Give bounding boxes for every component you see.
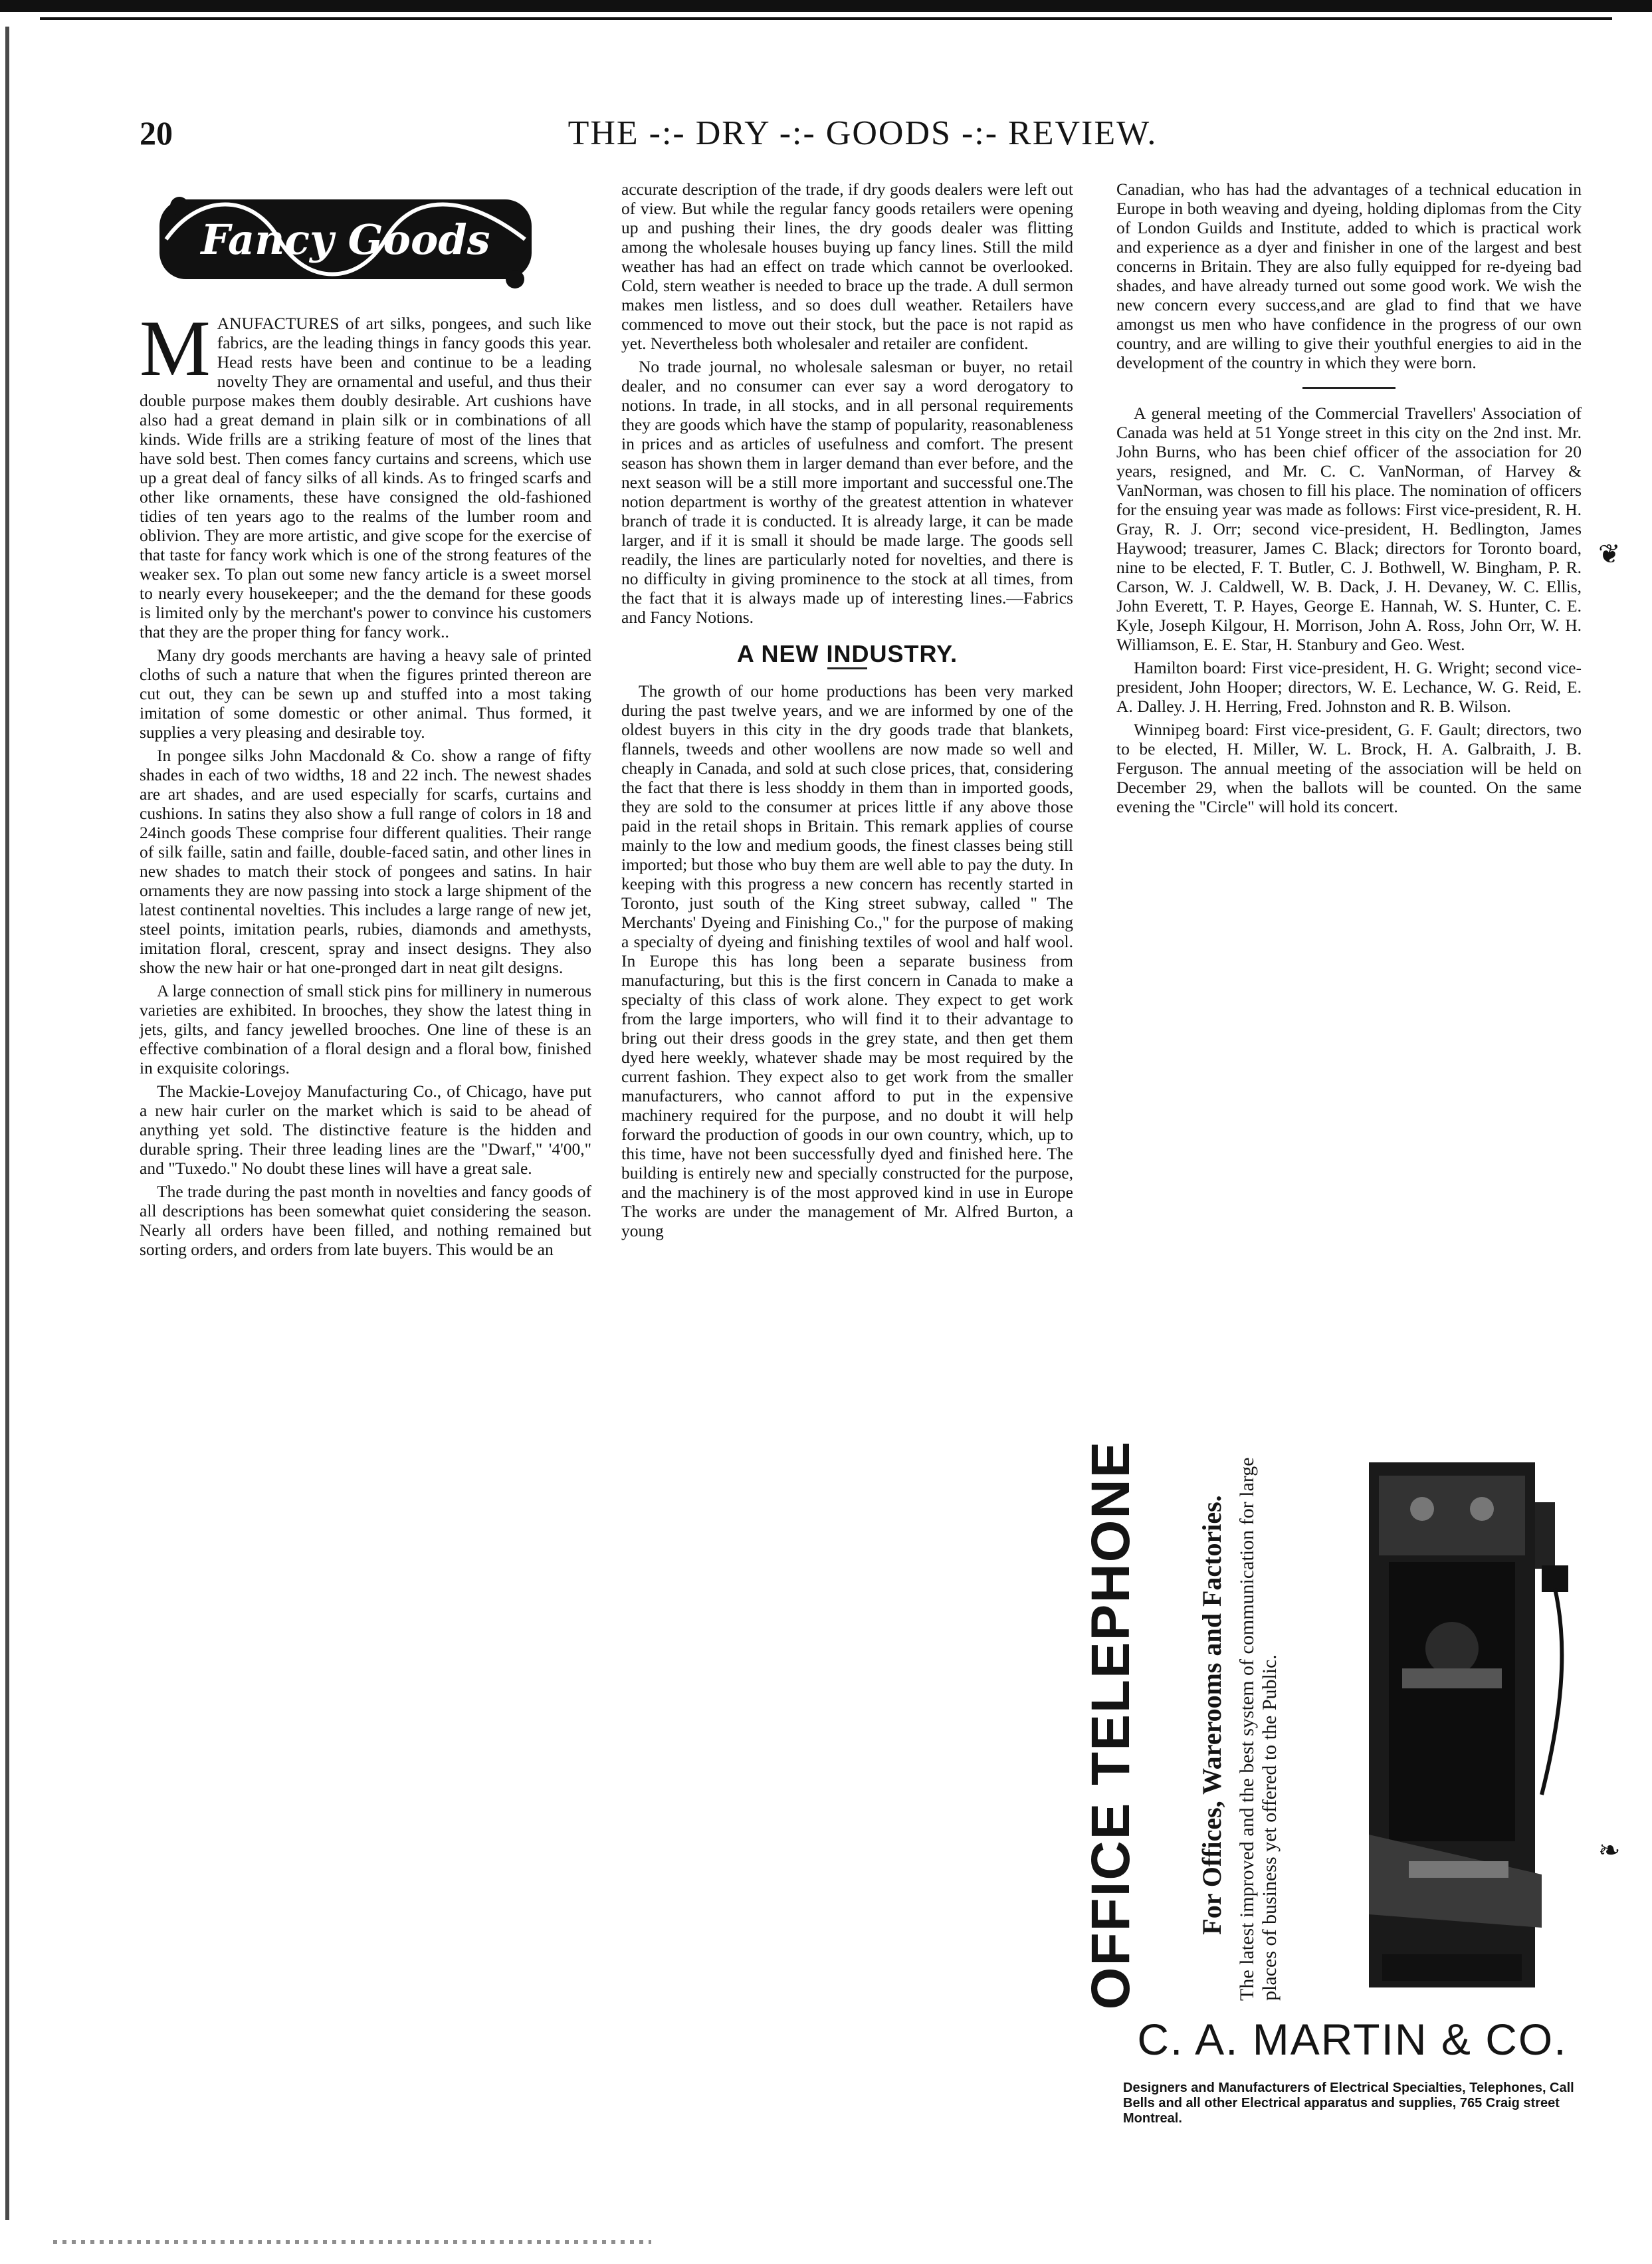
ad-company: C. A. MARTIN & CO. xyxy=(1137,2015,1568,2064)
binding-edge xyxy=(5,27,9,2220)
ad-description: The latest improved and the best system of communication for large places of business yet offered to the Public. xyxy=(1236,1457,1281,2001)
section-logo-text: Fancy Goods xyxy=(201,215,490,264)
top-border xyxy=(0,0,1652,12)
ad-footer: Designers and Manufacturers of Electrical Specialties, Telephones, Call Bells and all other Electrical apparatus and supplies, 765 Craig street Montreal. xyxy=(1123,2081,1574,2126)
paragraph: No trade journal, no wholesale salesman or buyer, no retail dealer, and no consumer can ever say a word derogatory to notions. In trade, in all stocks, and in all personal requirements they are goods which have the stamp of popularity, reasonableness in prices and as articles of usefulness and comfort. The present season has shown them in larger demand than ever before, and the next season will be a still more important and successful one.The notion department is worthy of the greatest attention in whatever branch of trade it is conducted. It is already large, it can be made larger, and if it is small it should be made large. The goods sell readily, the lines are particularly noted for novelties, and there is no difficulty in giving prominence to the stock at all times, from the fact that it is always made up of interesting lines.—Fabrics and Fancy Notions. xyxy=(621,357,1073,627)
paragraph: MANUFACTURES of art silks, pongees, and such like fabrics, are the leading things in fancy goods this year. Head rests have been and continue to be a leading novelty They are ornamental and useful, and thus their double purpose makes them doubly desirable. Art cushions have also had a great demand in plain silk or in combinations of all kinds. Wide frills are a striking feature of most of the lines that have sold best. Then comes fancy curtains and screens, which use up a great deal of fancy silks of all kinds. As to fringed scarfs and other like ornaments, these have consigned the old-fashioned tidies of ten years ago to the realms of the lumber room and oblivion. They are more artistic, and give scope for the exercise of that taste for fancy work which is one of the strong features of the weaker sex. To plan out some new fancy article is a sweet morsel to nearly every housekeeper; and the the demand for these goods is limited only by the merchant's power to convince his customers that they are the proper thing for fancy work.. xyxy=(140,304,591,641)
wall-telephone-icon xyxy=(1342,1449,1582,2001)
ad-subtitle: For Offices, Warerooms and Factories. xyxy=(1197,1495,1227,1935)
margin-mark-icon: ❦ xyxy=(1598,539,1621,569)
section-logo xyxy=(146,179,591,306)
paragraph: Hamilton board: First vice-president, H. G. Wright; second vice-president, John Hooper; directors, W. E. Lechance, W. G. Reid, E. A. Dalley. J. H. Herring, Fred. Johnston and R. B. Wilson. xyxy=(1116,658,1582,716)
paragraph: The Mackie-Lovejoy Manufacturing Co., of Chicago, have put a new hair curler on the market which is said to be ahead of anything yet sold. The distinctive feature is the hidden and durable spring. Their three leading lines are the "Dwarf," '4'00," and "Tuxedo." No doubt these lines will have a great sale. xyxy=(140,1081,591,1178)
column-1 xyxy=(140,179,591,1263)
running-title: THE -:- DRY -:- GOODS -:- REVIEW. xyxy=(568,114,1158,152)
margin-mark-icon: ❧ xyxy=(1598,1835,1621,1865)
divider xyxy=(827,667,867,669)
column-3 xyxy=(1116,179,1582,820)
paragraph: A general meeting of the Commercial Travellers' Association of Canada was held at 51 Yonge street in this city on the 2nd inst. Mr. John Burns, who has been chief officer of the association for 20 years, resigned, and Mr. C. C. VanNorman, of Harvey & VanNorman, was chosen to fill his place. The nomination of officers for the ensuing year was made as follows: First vice-president, R. H. Gray, R. J. Orr; second vice-president, H. Bedlington, James Haywood; treasurer, James C. Black; directors for Toronto board, nine to be elected, F. T. Butler, C. J. Bothwell, W. Bingham, P. R. Carson, W. J. Caldwell, W. B. Dack, J. H. Devaney, W. C. Ellis, John Everett, T. P. Hayes, George E. Hannah, W. S. Hunter, C. E. Kyle, Joseph Kilgour, H. Morrison, John A. Ross, John Orr, W. H. Williamson, E. E. Star, H. Stanbury and Geo. West. xyxy=(1116,403,1582,654)
paragraph: In pongee silks John Macdonald & Co. show a range of fifty shades in each of two widths, 18 and 22 inch. The newest shades are art shades, and are used especially for scarfs, curtains and cushions. In satins they also show a full range of colors in 18 and 24inch goods These comprise four different qualities. Their range of silk faille, satin and faille, double-faced satin, and other lines in new shades to match their stock of pongees and satins. In hair ornaments they are now passing into stock a large shipment of the latest continental novelties. This includes a large range of new jet, steel points, imitation pearls, rubies, diamonds and amethysts, imitation floral, crescent, spray and insect designs. They also show the new hair or hat one-pronged dart in neat gilt designs. xyxy=(140,746,591,977)
drop-cap: M xyxy=(140,304,211,392)
column-2 xyxy=(621,179,1073,1244)
ad-title: OFFICE TELEPHONE xyxy=(1081,1440,1141,2010)
paragraph: Winnipeg board: First vice-president, G. F. Gault; directors, two to be elected, H. Miller, W. L. Brock, H. A. Galbraith, J. B. Ferguson. The annual meeting of the association will be held on December 29, when the ballots will be counted. On the same evening the "Circle" will hold its concert. xyxy=(1116,720,1582,816)
paragraph: A large connection of small stick pins for millinery in numerous varieties are exhibited. In brooches, they show the latest thing in jets, gilts, and fancy jewelled brooches. One line of these is an effective combination of a floral design and a floral bow, finished in exquisite colorings. xyxy=(140,981,591,1077)
telephone-advertisement xyxy=(1081,1429,1592,2180)
fancy-goods-logo-icon xyxy=(146,179,545,299)
section-title: A NEW INDUSTRY. xyxy=(736,640,958,667)
top-border-thin xyxy=(40,17,1612,20)
paragraph: The growth of our home productions has been very marked during the past twelve years, and we are informed by one of the oldest buyers in this city in the dry goods trade that blankets, flannels, tweeds and other woollens are now made so well and cheaply in Canada, and sold at such close prices, that, considering the fact that there is less shoddy in them than in imported goods, they are sold to the consumer at prices little if any above those paid in the retail shops in Britain. This remark applies of course mainly to the low and medium goods, the finest classes being still imported; but those who buy them are well able to pay the duty. In keeping with this progress a new concern has recently started in Toronto, just south of the King street subway, called " The Merchants' Dyeing and Finishing Co.," for the purpose of making a specialty of dyeing and finishing textiles of wool and half wool. In Europe this has long been a separate business from manufacturing, but this is the first concern in Canada to make a specialty of this class of work alone. They expect to get work from the large importers, who will find it to their advantage to bring out their dress goods in the grey state, and then get them dyed here weekly, whatever shade may be most required by the current fashion. They expect also to get work from the smaller manufacturers, who cannot afford to put in the expensive machinery required for the purpose, and no doubt it will help forward the production of goods in our own country, which, up to this time, have not been successfully dyed and finished here. The building is entirely new and specially constructed for the purpose, and the machinery is of the most approved kind in use in Europe The works are under the management of Mr. Alfred Burton, a young xyxy=(621,681,1073,1240)
paragraph: accurate description of the trade, if dry goods dealers were left out of view. But while the regular fancy goods retailers were opening up and pushing their lines, the dry goods dealer was flitting among the wholesale houses buying up fancy lines. Still the mild weather has had an effect on trade which cannot be overlooked. Cold, stern weather is needed to brace up the trade. A dull sermon makes men listless, and so does dull weather. Retailers have commenced to move out their stock, but the pace is not rapid as yet. Nevertheless both wholesaler and retailer are confident. xyxy=(621,179,1073,353)
paragraph: The trade during the past month in novelties and fancy goods of all descriptions has been somewhat quiet considering the season. Nearly all orders have been filled, and nothing remained but sorting orders, and orders from late buyers. This would be an xyxy=(140,1182,591,1259)
paragraph: Many dry goods merchants are having a heavy sale of printed cloths of such a nature that when the figures printed thereon are cut out, they can be sewn up and stuffed into a most taking imitation of some domestic or other animal. Thus formed, it supplies a very pleasing and desirable toy. xyxy=(140,645,591,742)
scan-noise xyxy=(53,2240,651,2244)
divider xyxy=(1302,387,1395,389)
page-header xyxy=(140,100,1612,166)
page-number: 20 xyxy=(140,114,173,152)
paragraph: Canadian, who has had the advantages of a technical education in Europe in both weaving and dyeing, holding diplomas from the City of London Guilds and Institute, added to which is practical work and experience as a dyer and finisher in one of the largest and best concerns in Britain. They are also fully equipped for re-dyeing bad shades, and have already turned out some good work. We wish the new concern every success,and are glad to find that we have amongst us men who have confidence in the progress of our own country, and are willing to give their youthful energies to aid in the development of the country in which they were born. xyxy=(1116,179,1582,372)
